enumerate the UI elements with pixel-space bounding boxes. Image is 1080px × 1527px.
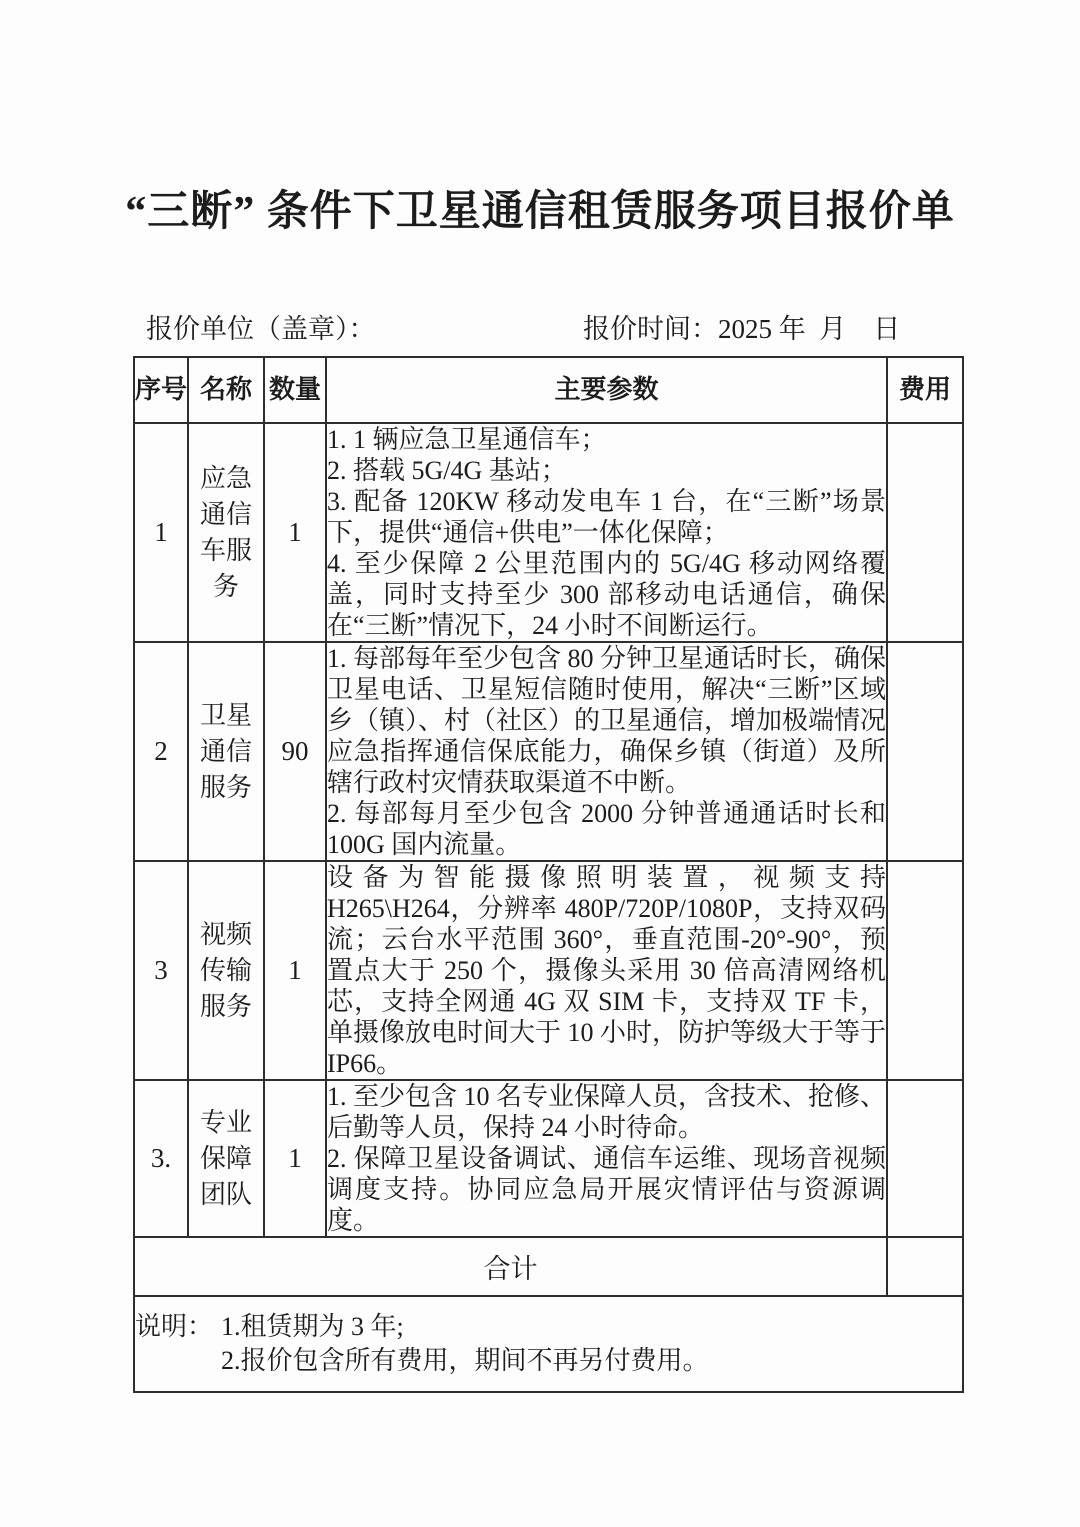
param-item: 4. 至少保障 2 公里范围内的 5G/4G 移动网络覆盖，同时支持至少 300 部移动电话通信，确保在“三断”情况下，24 小时不间断运行。 bbox=[327, 549, 886, 640]
quantity-cell: 1 bbox=[264, 423, 326, 642]
param-item: 1. 每部每年至少包含 80 分钟卫星通话时长，确保卫星电话、卫星短信随时使用，解决“三断”区域乡（镇）、村（社区）的卫星通信，增加极端情况应急指挥通信保底能力，确保乡镇（街道）及所辖行政村灾情获取渠道不中断。 bbox=[327, 644, 887, 797]
table-header-row bbox=[134, 357, 963, 423]
parameters-cell bbox=[326, 1080, 887, 1237]
fee-cell bbox=[887, 861, 963, 1080]
serial-cell: 3. bbox=[134, 1080, 188, 1237]
quotation-table bbox=[133, 356, 964, 1393]
col-header-name: 名称 bbox=[188, 357, 264, 423]
table-row bbox=[134, 423, 963, 642]
param-item: 2. 搭载 5G/4G 基站； bbox=[327, 456, 567, 485]
col-header-quantity: 数量 bbox=[264, 357, 326, 423]
note-line: 2.报价包含所有费用，期间不再另付费用。 bbox=[221, 1346, 709, 1375]
table-row bbox=[134, 861, 963, 1080]
fee-cell bbox=[887, 1080, 963, 1237]
param-item: 设备为智能摄像照明装置，视频支持 H265\H264，分辨率 480P/720P/1080P，支持双码流；云台水平范围 360°，垂直范围-20°-90°，预置点大于 250 个，摄像头采用 30 倍高清网络机芯，支持全网通 4G 双 SIM 卡，支持双 TF 卡，单摄像放电时间大于 10 小时，防护等级大于等于 IP66。 bbox=[327, 863, 887, 1078]
quantity-cell: 90 bbox=[264, 642, 326, 861]
fee-cell bbox=[887, 423, 963, 642]
param-item: 3. 配备 120KW 移动发电车 1 台，在“三断”场景下，提供“通信+供电”一体化保障； bbox=[327, 487, 886, 547]
note-lines bbox=[221, 1310, 962, 1378]
total-row bbox=[134, 1237, 963, 1296]
note-line: 1.租赁期为 3 年; bbox=[221, 1312, 404, 1341]
name-cell: 卫星通信服务 bbox=[188, 642, 264, 861]
param-item: 1. 1 辆应急卫星通信车； bbox=[327, 425, 607, 454]
note-cell bbox=[134, 1296, 963, 1392]
param-item: 1. 至少包含 10 名专业保障人员，含技术、抢修、后勤等人员，保持 24 小时待命。 bbox=[327, 1082, 887, 1142]
quote-unit-label: 报价单位（盖章）： bbox=[146, 314, 376, 344]
col-header-serial: 序号 bbox=[134, 357, 188, 423]
parameters-cell bbox=[326, 642, 887, 861]
serial-cell: 2 bbox=[134, 642, 188, 861]
document-title: “三断” 条件下卫星通信租赁服务项目报价单 bbox=[125, 189, 955, 235]
note-row bbox=[134, 1296, 963, 1392]
quantity-cell: 1 bbox=[264, 861, 326, 1080]
quantity-cell: 1 bbox=[264, 1080, 326, 1237]
note-label: 说明： bbox=[135, 1312, 214, 1341]
name-cell: 视频传输服务 bbox=[188, 861, 264, 1080]
serial-cell: 1 bbox=[134, 423, 188, 642]
parameters-cell bbox=[326, 423, 887, 642]
serial-cell: 3 bbox=[134, 861, 188, 1080]
name-cell: 专业保障团队 bbox=[188, 1080, 264, 1237]
total-fee-cell bbox=[887, 1237, 963, 1296]
subtitle-row bbox=[146, 310, 1080, 348]
col-header-parameters: 主要参数 bbox=[326, 357, 887, 423]
param-item: 2. 保障卫星设备调试、通信车运维、现场音视频调度支持。协同应急局开展灾情评估与资源调度。 bbox=[327, 1144, 886, 1235]
fee-cell bbox=[887, 642, 963, 861]
table-row bbox=[134, 642, 963, 861]
table-row bbox=[134, 1080, 963, 1237]
name-cell: 应急通信车服务 bbox=[188, 423, 264, 642]
quote-time-label: 报价时间：2025 年 月 日 bbox=[583, 314, 901, 344]
parameters-cell bbox=[326, 861, 887, 1080]
col-header-fee: 费用 bbox=[887, 357, 963, 423]
total-label-cell: 合计 bbox=[134, 1237, 887, 1296]
param-item: 2. 每部每月至少包含 2000 分钟普通通话时长和 100G 国内流量。 bbox=[327, 799, 886, 859]
